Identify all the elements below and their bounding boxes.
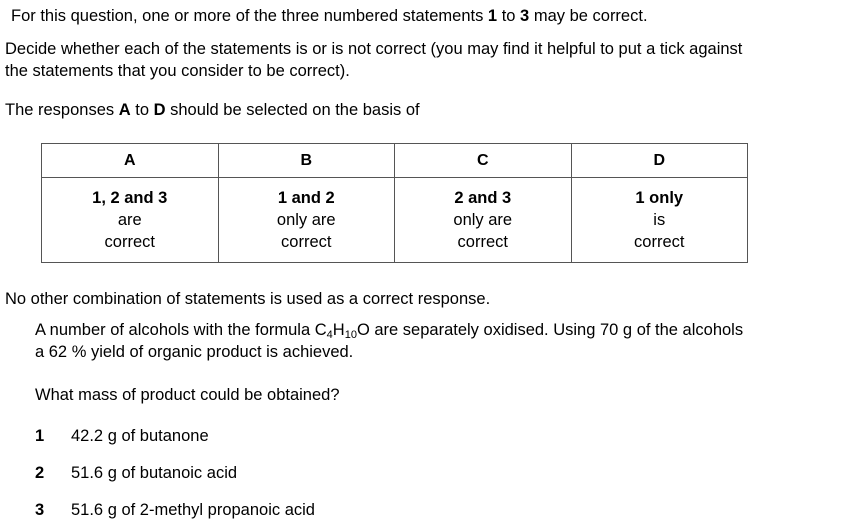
cell-d — [571, 178, 748, 263]
statement-number: 3 — [520, 7, 530, 25]
instruction-line-2: Decide whether each of the statements is or is not correct (you may find it helpful to put a tick against — [5, 40, 743, 58]
cell-line: 2 and 3 — [454, 189, 512, 207]
instruction-line-4 — [5, 101, 420, 120]
option-1 — [35, 427, 209, 446]
subscript: 4 — [326, 329, 333, 341]
cell-line: correct — [281, 233, 332, 251]
option-number: 2 — [35, 464, 45, 482]
instruction-text: should be selected on the basis of — [165, 101, 420, 119]
combination-note: No other combination of statements is used as a correct response. — [5, 290, 491, 308]
cell-line: only are — [276, 211, 336, 229]
header-b: B — [218, 144, 395, 178]
question-line-1 — [35, 321, 743, 340]
question-text: O are separately oxidised. Using 70 g of the alcohols — [356, 321, 744, 339]
question-line-2: a 62 % yield of organic product is achieved. — [35, 343, 354, 361]
response-letter: D — [153, 101, 166, 119]
response-letter: A — [118, 101, 131, 119]
option-2 — [35, 464, 237, 483]
statement-number: 1 — [487, 7, 498, 25]
cell-line: only are — [453, 211, 513, 229]
cell-line: correct — [104, 233, 155, 251]
cell-c — [395, 178, 572, 263]
option-text: 42.2 g of butanone — [71, 427, 209, 445]
instruction-text: to — [130, 101, 154, 119]
option-text: 51.6 g of 2-methyl propanoic acid — [71, 501, 315, 519]
response-key-table — [41, 143, 748, 263]
question-prompt: What mass of product could be obtained? — [35, 386, 340, 404]
instruction-line-1 — [11, 7, 648, 26]
option-number: 3 — [35, 501, 45, 519]
cell-line: is — [653, 211, 666, 229]
instruction-line-3: the statements that you consider to be correct). — [5, 62, 350, 80]
header-d: D — [571, 144, 748, 178]
cell-line: are — [117, 211, 142, 229]
question-text: A number of alcohols with the formula C — [35, 321, 327, 339]
instruction-text: may be correct. — [529, 7, 648, 25]
question-text: H — [332, 321, 345, 339]
header-c: C — [395, 144, 572, 178]
instruction-text: The responses — [5, 101, 119, 119]
instruction-text: For this question, one or more of the three numbered statements — [11, 7, 488, 25]
table-row — [42, 178, 748, 263]
instruction-text: to — [497, 7, 521, 25]
option-text: 51.6 g of butanoic acid — [71, 464, 238, 482]
cell-line: 1 and 2 — [277, 189, 335, 207]
table-header-row — [42, 144, 748, 178]
option-number: 1 — [35, 427, 45, 445]
cell-line: correct — [457, 233, 508, 251]
cell-b — [218, 178, 395, 263]
cell-line: 1 only — [635, 189, 684, 207]
header-a: A — [42, 144, 219, 178]
subscript: 10 — [344, 329, 357, 341]
cell-line: 1, 2 and 3 — [92, 189, 168, 207]
option-3 — [35, 501, 315, 520]
cell-a — [42, 178, 219, 263]
cell-line: correct — [634, 233, 685, 251]
